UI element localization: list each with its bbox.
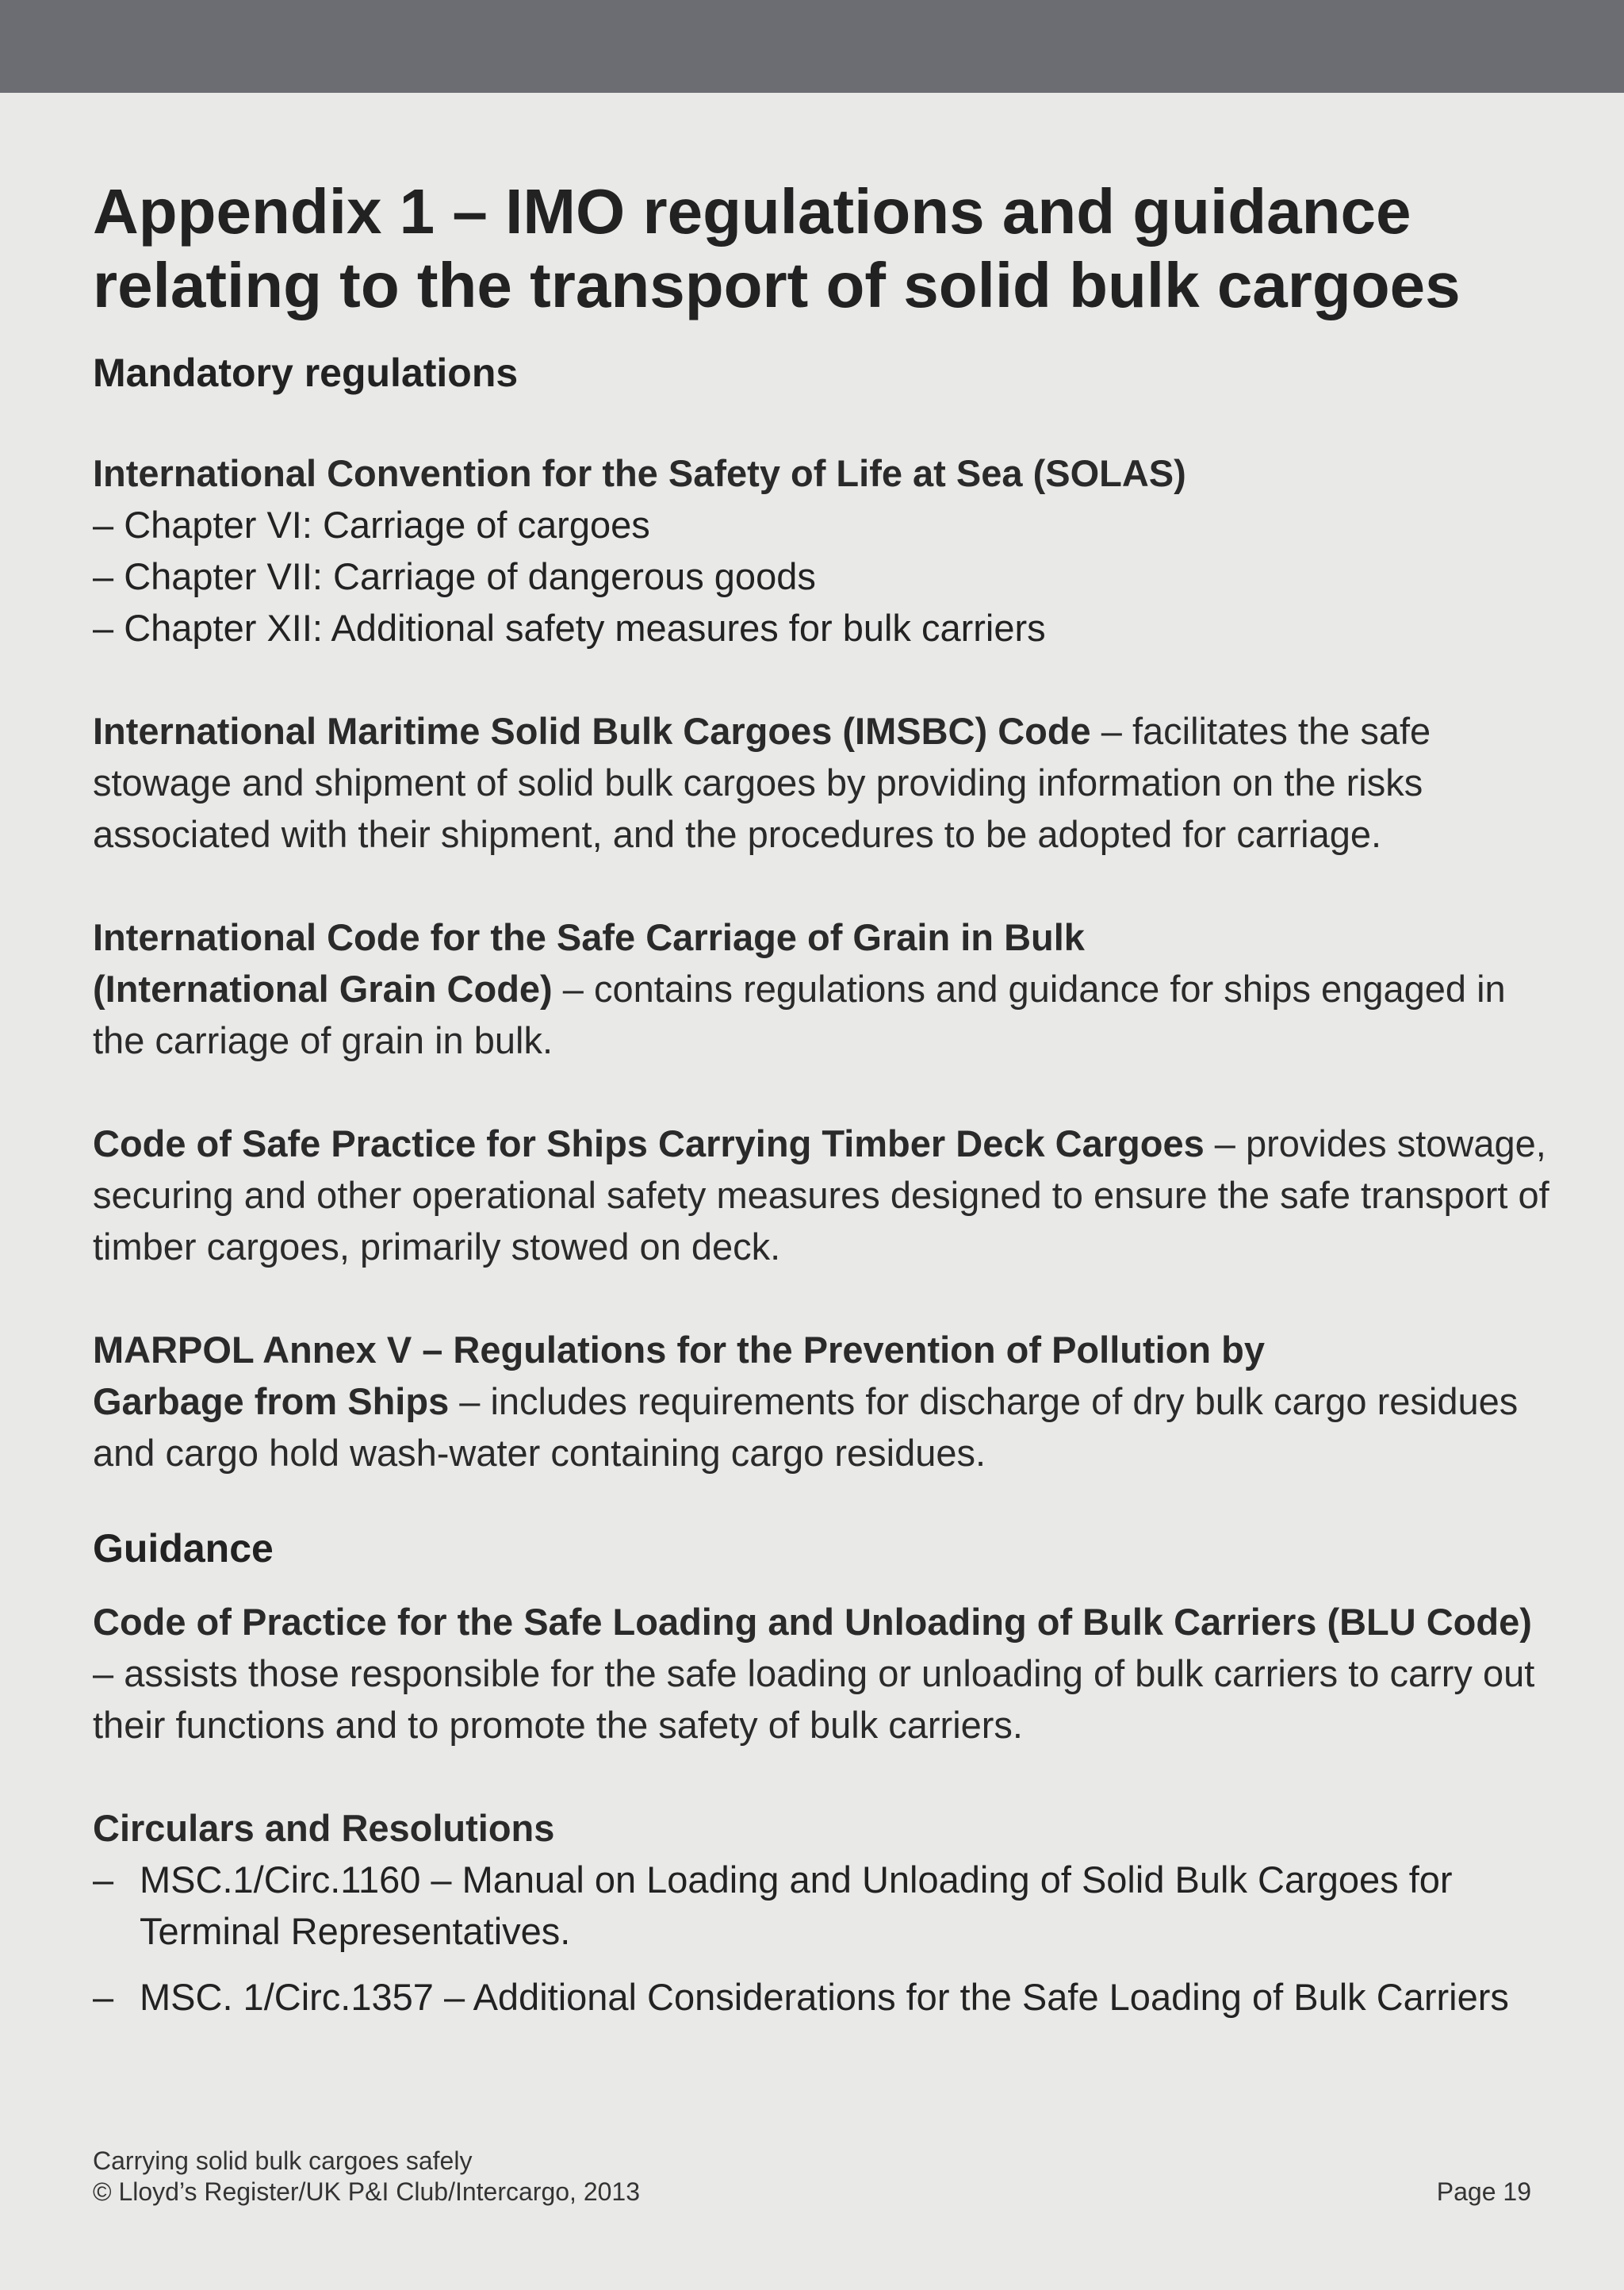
marpol-title-line2: Garbage from Ships [93,1380,450,1422]
page-number: Page 19 [1436,2177,1531,2206]
grain-title-line1: International Code for the Safe Carriage of Grain in Bulk [93,916,1085,958]
blu-text: – assists those responsible for the safe loading or unloading of bulk carriers to carry out their functions and to promote the safety of bulk carriers. [93,1652,1535,1746]
circulars-list [93,1854,1552,2023]
timber-title: Code of Safe Practice for Ships Carrying Timber Deck Cargoes [93,1122,1205,1164]
circulars-title: Circulars and Resolutions [93,1807,555,1849]
imsbc-title: International Maritime Solid Bulk Cargoes (IMSBC) Code [93,710,1091,752]
timber-code-paragraph [93,1118,1552,1272]
list-item: – Chapter XII: Additional safety measures for bulk carriers [93,607,1046,649]
page-footer [93,2146,1531,2208]
blu-code-block [93,1596,1552,1751]
page-title: Appendix 1 – IMO regulations and guidance relating to the transport of solid bulk cargoes [93,176,1461,320]
dash-mark: – [93,1976,114,2018]
timber-text: – provides stowage, securing and other operational safety measures designed to ensure the safe transport of timber cargoes, primarily stowed on deck. [93,1122,1549,1268]
circular-text: MSC. 1/Circ.1357 – Additional Considerations for the Safe Loading of Bulk Carriers [140,1976,1509,2018]
imsbc-text: – facilitates the safe stowage and shipment of solid bulk cargoes by providing information on the risks associated with their shipment, and the procedures to be adopted for carriage. [93,710,1431,855]
grain-text: – contains regulations and guidance for ships engaged in the carriage of grain in bulk. [93,968,1506,1061]
marpol-paragraph [93,1324,1552,1479]
footer-copyright: © Lloyd’s Register/UK P&I Club/Intercargo, 2013 [93,2177,640,2206]
dash-mark: – [93,1858,114,1901]
solas-chapter-list [93,499,1552,654]
marpol-text: – includes requirements for discharge of dry bulk cargo residues and cargo hold wash-water containing cargo residues. [93,1380,1519,1474]
list-item: – Chapter VII: Carriage of dangerous goods [93,555,816,597]
marpol-title-line1: MARPOL Annex V – Regulations for the Prevention of Pollution by [93,1329,1265,1371]
section-heading-guidance: Guidance [93,1526,274,1571]
imsbc-paragraph [93,705,1552,860]
section-heading-mandatory: Mandatory regulations [93,351,519,395]
blu-title: Code of Practice for the Safe Loading and Unloading of Bulk Carriers (BLU Code) [93,1601,1532,1643]
solas-title: International Convention for the Safety of Life at Sea (SOLAS) [93,452,1186,494]
list-item [93,1971,1552,2023]
circular-text: MSC.1/Circ.1160 – Manual on Loading and Unloading of Solid Bulk Cargoes for Terminal Representatives. [140,1858,1453,1952]
circulars-block [93,1802,1552,2023]
page-content [93,175,1552,2037]
grain-code-paragraph [93,911,1552,1066]
solas-block [93,447,1552,654]
grain-title-line2: (International Grain Code) [93,968,553,1010]
header-bar [0,0,1624,93]
list-item [93,1854,1552,1957]
footer-publication-title: Carrying solid bulk cargoes safely [93,2146,473,2175]
list-item: – Chapter VI: Carriage of cargoes [93,504,650,546]
